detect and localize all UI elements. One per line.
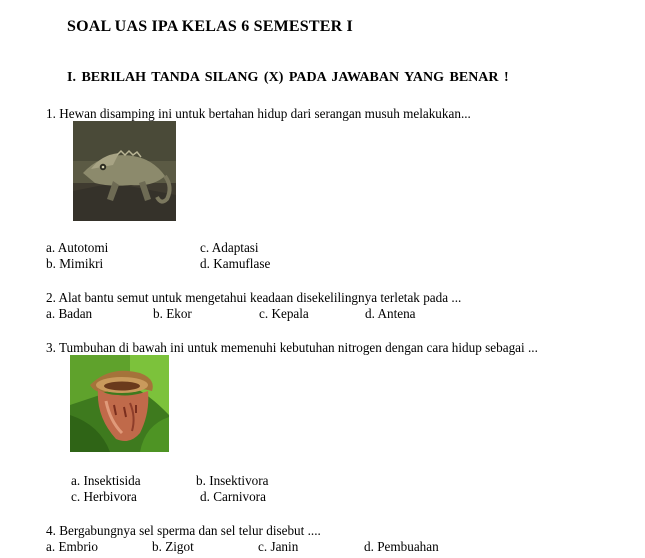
pitcher-plant-photo: [70, 355, 169, 452]
option-4a[interactable]: a. Embrio: [46, 539, 99, 554]
option-1d[interactable]: d. Kamuflase: [200, 256, 271, 271]
option-2d[interactable]: d. Antena: [365, 306, 416, 321]
option-1c[interactable]: c. Adaptasi: [200, 240, 259, 255]
option-3c[interactable]: c. Herbivora: [71, 489, 137, 504]
question-4-text: 4. Bergabungnya sel sperma dan sel telur disebut ....: [46, 523, 321, 538]
section-heading: I. BERILAH TANDA SILANG (X) PADA JAWABAN YANG BENAR !: [67, 70, 509, 85]
option-4b[interactable]: b. Zigot: [152, 539, 194, 554]
option-1a[interactable]: a. Autotomi: [46, 240, 109, 255]
option-3a[interactable]: a. Insektisida: [71, 473, 141, 488]
chameleon-photo: [73, 121, 176, 221]
option-2b[interactable]: b. Ekor: [153, 306, 192, 321]
option-4c[interactable]: c. Janin: [258, 539, 299, 554]
option-2c[interactable]: c. Kepala: [259, 306, 309, 321]
option-3b[interactable]: b. Insektivora: [196, 473, 269, 488]
question-3-text: 3. Tumbuhan di bawah ini untuk memenuhi kebutuhan nitrogen dengan cara hidup sebagai ...: [46, 340, 538, 355]
document-title: SOAL UAS IPA KELAS 6 SEMESTER I: [67, 18, 353, 35]
question-2-text: 2. Alat bantu semut untuk mengetahui keadaan disekelilingnya terletak pada ...: [46, 290, 462, 305]
option-1b[interactable]: b. Mimikri: [46, 256, 104, 271]
option-3d[interactable]: d. Carnivora: [200, 489, 266, 504]
option-4d[interactable]: d. Pembuahan: [364, 539, 439, 554]
option-2a[interactable]: a. Badan: [46, 306, 93, 321]
question-1-text: 1. Hewan disamping ini untuk bertahan hidup dari serangan musuh melakukan...: [46, 106, 471, 121]
